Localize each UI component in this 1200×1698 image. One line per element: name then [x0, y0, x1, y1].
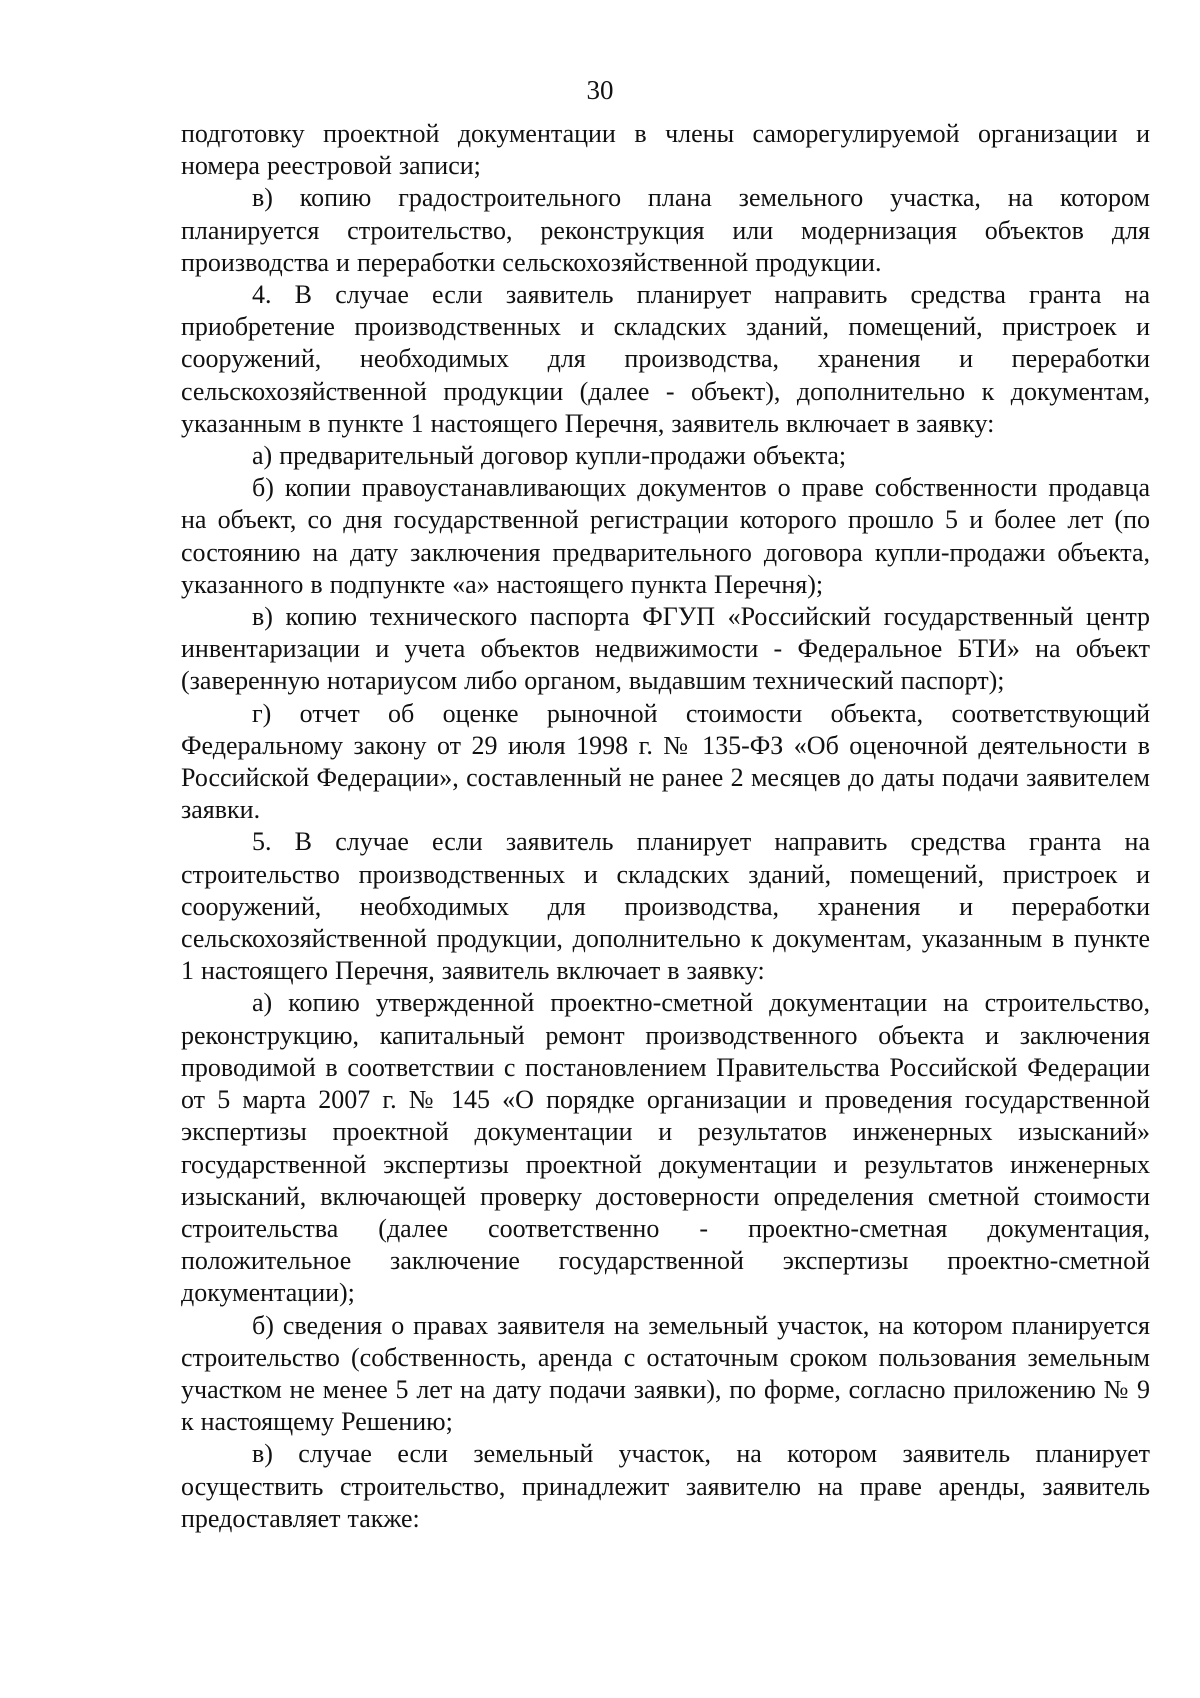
paragraph-continuation: подготовку проектной документации в члены саморегулируемой организации и номера реестровой записи;: [181, 119, 1150, 181]
paragraph-item-4: 4. В случае если заявитель планирует направить средства гранта на приобретение производственных и складских зданий, помещений, пристроек и сооружений, необходимых для производства, хранения и переработки сельскохозяйственной продукции (далее - объект), дополнительно к документам, указанным в пункте 1 настоящего Перечня, заявитель включает в заявку:: [181, 280, 1150, 438]
paragraph-4a: а) предварительный договор купли-продажи объекта;: [252, 441, 847, 471]
paragraph-4g: г) отчет об оценке рыночной стоимости объекта, соответствующий Федеральному закону от 29 июля 1998 г. № 135-ФЗ «Об оценочной деятельности в Российской Федерации», составленный не ранее 2 месяцев до даты подачи заявителем заявки.: [181, 698, 1150, 825]
paragraph-4b: б) копии правоустанавливающих документов о праве собственности продавца на объект, со дня государственной регистрации которого прошло 5 и более лет (по состоянию на дату заключения предварительного договора купли-продажи объекта, указанного в подпункте «а» настоящего пункта Перечня);: [181, 473, 1150, 599]
page-number: 30: [586, 75, 614, 105]
paragraph-5b: б) сведения о правах заявителя на земельный участок, на котором планируется строительство (собственность, аренда с остаточным сроком пользования земельным участком не менее 5 лет на дату подачи заявки), по форме, согласно приложению № 9 к настоящему Решению;: [181, 1310, 1150, 1437]
paragraph-5v: в) случае если земельный участок, на котором заявитель планирует осуществить строительство, принадлежит заявителю на праве аренды, заявитель предоставляет также:: [181, 1439, 1150, 1533]
paragraph-item-5: 5. В случае если заявитель планирует направить средства гранта на строительство производственных и складских зданий, помещений, пристроек и сооружений, необходимых для производства, хранения и переработки сельскохозяйственной продукции, дополнительно к документам, указанным в пункте 1 настоящего Перечня, заявитель включает в заявку:: [181, 827, 1150, 986]
document-body: [181, 118, 1150, 1535]
paragraph-5a: а) копию утвержденной проектно-сметной документации на строительство, реконструкцию, капитальный ремонт производственного объекта и заключения проводимой в соответствии с постановлением Правительства Российской Федерации от 5 марта 2007 г. № 145 «О порядке организации и проведения государственной экспертизы проектной документации и результатов инженерных изысканий» государственной экспертизы проектной документации и результатов инженерных изысканий, включающей проверку достоверности определения сметной стоимости строительства (далее соответственно - проектно-сметная документация, положительное заключение государственной экспертизы проектно-сметной документации);: [181, 988, 1150, 1308]
paragraph-4v: в) копию технического паспорта ФГУП «Российский государственный центр инвентаризации и учета объектов недвижимости - Федеральное БТИ» на объект (заверенную нотариусом либо органом, выдавшим технический паспорт);: [181, 602, 1150, 696]
paragraph-3v-gradplan: в) копию градостроительного плана земельного участка, на котором планируется строительство, реконструкция или модернизация объектов для производства и переработки сельскохозяйственной продукции.: [181, 183, 1150, 277]
